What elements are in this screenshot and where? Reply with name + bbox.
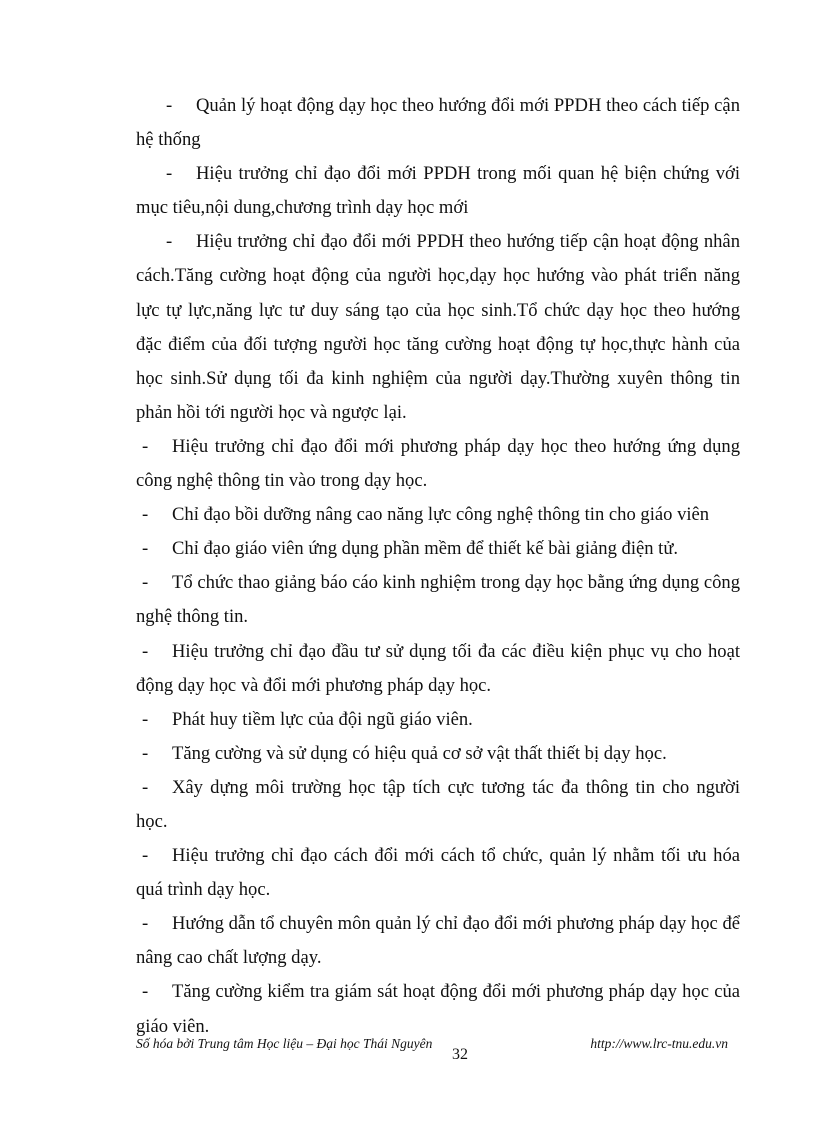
page-number: 32: [452, 1046, 468, 1063]
page-footer: [136, 1036, 740, 1076]
bullet-text: Tăng cường và sử dụng có hiệu quả cơ sở vật thất thiết bị dạy học.: [172, 742, 667, 764]
bullet-text: Hiệu trưởng chỉ đạo đổi mới PPDH theo hướng tiếp cận hoạt động nhân cách.Tăng cường hoạt động của người học,dạy học hướng vào phát triển năng lực tự lực,năng lực tư duy sáng tạo của học sinh.Tổ chức dạy học theo hướng đặc điểm của đối tượng người học tăng cường hoạt động tự học,thực hành của học sinh.Sử dụng tối đa kinh nghiệm của người dạy.Thường xuyên thông tin phản hồi tới người học và ngược lại.: [136, 231, 740, 423]
dash-marker: -: [142, 981, 149, 1003]
bullet-text: Hiệu trưởng chỉ đạo đổi mới PPDH trong mối quan hệ biện chứng với mục tiêu,nội dung,chương trình dạy học mới: [136, 163, 740, 219]
dash-marker: -: [142, 435, 149, 457]
bullet-text: Tổ chức thao giảng báo cáo kinh nghiệm trong dạy học bằng ứng dụng công nghệ thông tin.: [136, 572, 740, 628]
bullet-text: Hiệu trưởng chỉ đạo đầu tư sử dụng tối đa các điều kiện phục vụ cho hoạt động dạy học và đổi mới phương pháp dạy học.: [136, 640, 740, 696]
bullet-item: [136, 737, 740, 771]
dash-marker: -: [166, 231, 173, 253]
bullet-item: [136, 839, 740, 907]
bullet-item: [136, 771, 740, 839]
dash-marker: -: [142, 913, 149, 935]
bullet-item: [136, 89, 740, 157]
bullet-item: [136, 532, 740, 566]
bullet-text: Xây dựng môi trường học tập tích cực tương tác đa thông tin cho người học.: [136, 776, 740, 832]
footer-source-text: Số hóa bởi Trung tâm Học liệu – Đại học Thái Nguyên: [136, 1036, 433, 1051]
bullet-item: [136, 498, 740, 532]
document-body: [136, 89, 740, 1044]
dash-marker: -: [142, 572, 149, 594]
bullet-item: [136, 635, 740, 703]
bullet-text: Tăng cường kiểm tra giám sát hoạt động đổi mới phương pháp dạy học của giáo viên.: [136, 981, 740, 1037]
bullet-text: Hiệu trưởng chỉ đạo cách đổi mới cách tổ chức, quản lý nhằm tối ưu hóa quá trình dạy học.: [136, 845, 740, 901]
bullet-text: Hiệu trưởng chỉ đạo đổi mới phương pháp dạy học theo hướng ứng dụng công nghệ thông tin vào trong dạy học.: [136, 435, 740, 492]
bullet-text: Chỉ đạo bồi dưỡng nâng cao năng lực công nghệ thông tin cho giáo viên: [172, 504, 710, 526]
bullet-item: [136, 975, 740, 1043]
bullet-text: Hướng dẫn tổ chuyên môn quản lý chỉ đạo đổi mới phương pháp dạy học để nâng cao chất lượng dạy.: [136, 913, 740, 969]
footer-url: http://www.lrc-tnu.edu.vn: [590, 1036, 728, 1051]
dash-marker: -: [142, 845, 149, 867]
dash-marker: -: [142, 776, 149, 798]
bullet-item: [136, 703, 740, 737]
bullet-item: [136, 430, 740, 498]
dash-marker: -: [142, 742, 149, 764]
bullet-text: Chỉ đạo giáo viên ứng dụng phần mềm để thiết kế bài giảng điện tử.: [172, 538, 679, 560]
bullet-item: [136, 907, 740, 975]
dash-marker: -: [166, 163, 173, 185]
dash-marker: -: [142, 640, 149, 662]
dash-marker: -: [142, 538, 149, 560]
bullet-text: Phát huy tiềm lực của đội ngũ giáo viên.: [172, 708, 473, 730]
dash-marker: -: [166, 95, 173, 116]
dash-marker: -: [142, 708, 149, 730]
dash-marker: -: [142, 504, 149, 526]
bullet-item: [136, 566, 740, 634]
bullet-item: [136, 225, 740, 430]
bullet-text: Quản lý hoạt động dạy học theo hướng đổi mới PPDH theo cách tiếp cận hệ thống: [136, 95, 740, 151]
bullet-item: [136, 157, 740, 225]
